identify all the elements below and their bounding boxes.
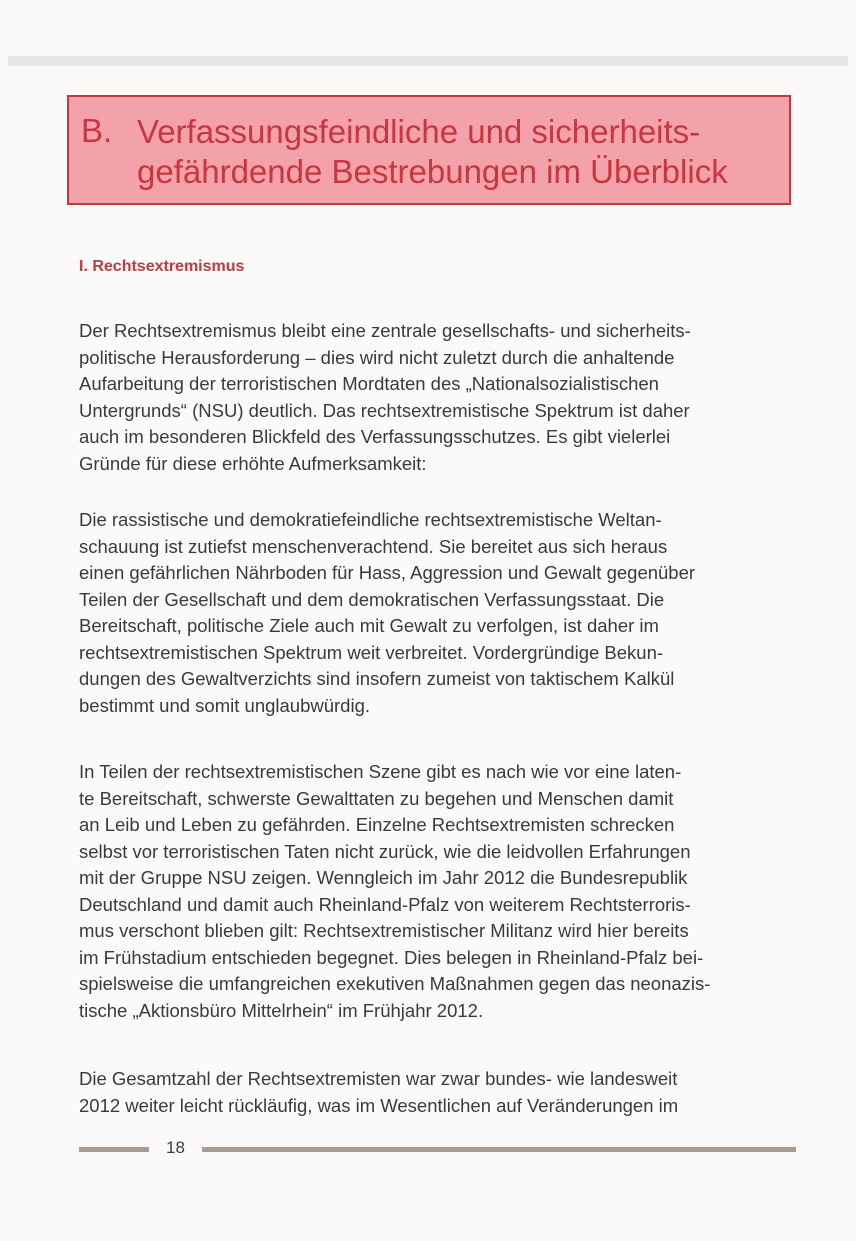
footer-bar-left	[79, 1147, 149, 1152]
chapter-title: Verfassungsfeindliche und sicherheits- gefährdende Bestrebungen im Überblick	[137, 113, 728, 190]
page-number: 18	[166, 1138, 185, 1157]
paragraph: Die Gesamtzahl der Rechtsextremisten war zwar bundes- wie landesweit 2012 weiter leicht rückläufig, was im Wesentlichen auf Veränderungen im	[79, 1068, 679, 1116]
paragraph: Der Rechtsextremismus bleibt eine zentrale gesellschafts- und sicherheits- politische Herausforderung – dies wird nicht zuletzt durch die anhaltende Aufarbeitung der terroristischen Mordtaten des „Nationalsozialistischen Untergrunds“ (NSU) deutlich. Das rechtsextremistische Spektrum ist daher auch im besonderen Blickfeld des Verfassungsschutzes. Es gibt vielerlei Gründe für diese erhöhte Aufmerksamkeit:	[79, 320, 691, 474]
chapter-letter: B.	[81, 112, 113, 149]
paragraph: Die rassistische und demokratiefeindliche rechtsextremistische Weltan- schauung ist zutiefst menschenverachtend. Sie bereitet aus sich heraus einen gefährlichen Nährboden für Hass, Aggression und Gewalt gegenüber Teilen der Gesellschaft und dem demokratischen Verfassungsstaat. Die Bereitschaft, politische Ziele auch mit Gewalt zu verfolgen, ist daher im rechtsextremistischen Spektrum weit verbreitet. Vordergründige Bekun- dungen des Gewaltverzichts sind insofern zumeist von taktischem Kalkül bestimmt und somit unglaubwürdig.	[79, 509, 696, 716]
paragraph: In Teilen der rechtsextremistischen Szene gibt es nach wie vor eine laten- te Bereitschaft, schwerste Gewalttaten zu begehen und Menschen damit an Leib und Leben zu gefährden. Einzelne Rechtsextremisten schrecken selbst vor terroristischen Taten nicht zurück, wie die leidvollen Erfahrungen mit der Gruppe NSU zeigen. Wenngleich im Jahr 2012 die Bundesrepublik Deutschland und damit auch Rheinland-Pfalz von weiterem Rechtsterroris- mus verschont blieben gilt: Rechtsextremistischer Militanz wird hier bereits im Frühstadium entschieden begegnet. Dies belegen in Rheinland-Pfalz bei- spielsweise die umfangreichen exekutiven Maßnahmen gegen das neonazis- tische „Aktionsbüro Mittelrhein“ im Frühjahr 2012.	[79, 761, 711, 1021]
section-heading: I. Rechtsextremismus	[79, 258, 245, 275]
top-divider	[8, 56, 848, 66]
chapter-header-box	[67, 95, 791, 205]
footer-bar-right	[202, 1147, 796, 1152]
